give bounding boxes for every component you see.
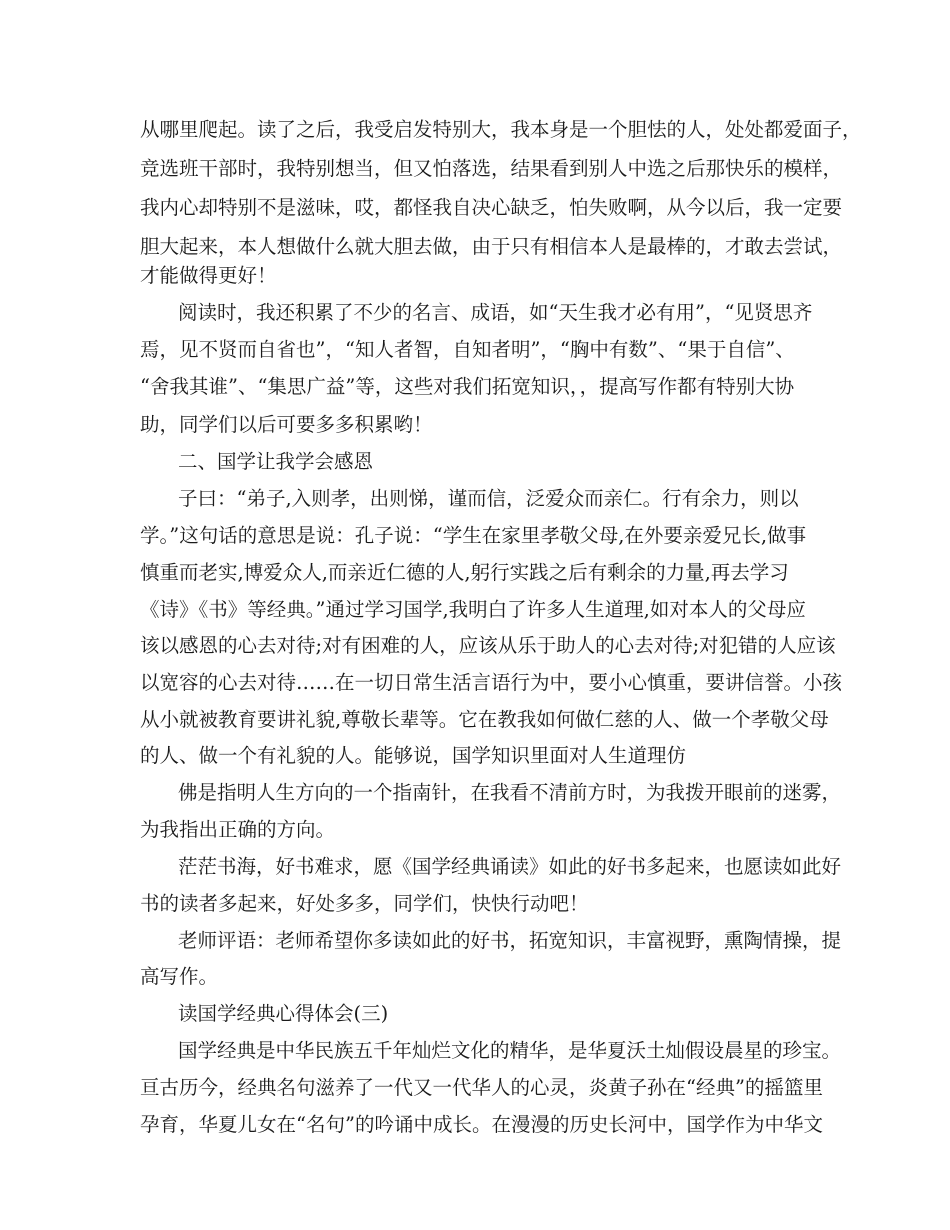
text-line: 为我指出正确的方向。 [140,818,336,841]
section-heading: 读国学经典心得体会(三) [178,1002,389,1025]
text-line: 胆大起来，本人想做什么就大胆去做，由于只有相信本人是最棒的，才敢去尝试， [140,235,843,258]
text-line: 茫茫书海，好书难求，愿《国学经典诵读》如此的好书多起来，也愿读如此好 [178,855,842,878]
text-line: 以宽容的心去对待……在一切日常生活言语行为中，要小心慎重，要讲信誉。小孩 [140,671,843,694]
text-line: 老师评语：老师希望你多读如此的好书，拓宽知识，丰富视野，熏陶情操，提 [178,929,842,952]
text-line: 亘古历今，经典名句滋养了一代又一代华人的心灵，炎黄子孙在“经典”的摇篮里 [140,1076,823,1099]
text-line: 的人、做一个有礼貌的人。能够说，国学知识里面对人生道理仿 [140,744,687,767]
text-line: 才能做得更好！ [140,264,277,287]
text-line: 从小就被教育要讲礼貌,尊敬长辈等。它在教我如何做仁慈的人、做一个孝敬父母 [140,708,829,731]
text-line: 从哪里爬起。读了之后，我受启发特别大，我本身是一个胆怯的人，处处都爱面子， [140,118,862,141]
text-line: 佛是指明人生方向的一个指南针，在我看不清前方时，为我拨开眼前的迷雾， [178,781,842,804]
text-line: 慎重而老实,博爱众人,而亲近仁德的人,躬行实践之后有剩余的力量,再去学习 [140,561,789,584]
text-line: 学。”这句话的意思是说：孔子说：“学生在家里孝敬父母,在外要亲爱兄长,做事 [140,524,807,547]
text-line: 该以感恩的心去对待;对有困难的人，应该从乐于助人的心去对待;对犯错的人应该 [140,634,836,657]
text-line: 子曰：“弟子,入则孝，出则悌，谨而信，泛爱众而亲仁。行有余力，则以 [178,487,799,510]
section-heading: 二、国学让我学会感恩 [178,450,374,473]
text-line: 竞选班干部时，我特别想当，但又怕落选，结果看到别人中选之后那快乐的模样， [140,157,843,180]
text-line: 我内心却特别不是滋味，哎，都怪我自决心缺乏，怕失败啊，从今以后，我一定要 [140,196,843,219]
text-line: 阅读时，我还积累了不少的名言、成语，如“天生我才必有用”，“见贤思齐 [178,301,813,324]
text-line: 焉，见不贤而自省也”，“知人者智，自知者明”，“胸中有数”、“果于自信”、 [140,338,795,361]
text-line: 国学经典是中华民族五千年灿烂文化的精华，是华夏沃土灿假设晨星的珍宝。 [178,1039,842,1062]
text-line: “舍我其谁”、“集思广益”等，这些对我们拓宽知识，，提高写作都有特别大协 [140,375,795,398]
text-line: 《诗》《书》等经典。”通过学习国学,我明白了许多人生道理,如对本人的父母应 [140,598,806,621]
text-line: 助，同学们以后可要多多积累哟！ [140,413,433,436]
text-line: 书的读者多起来，好处多多，同学们，快快行动吧！ [140,892,589,915]
text-line: 高写作。 [140,965,219,988]
text-line: 孕育，华夏儿女在“名句”的吟诵中成长。在漫漫的历史长河中，国学作为中华文 [140,1113,823,1136]
